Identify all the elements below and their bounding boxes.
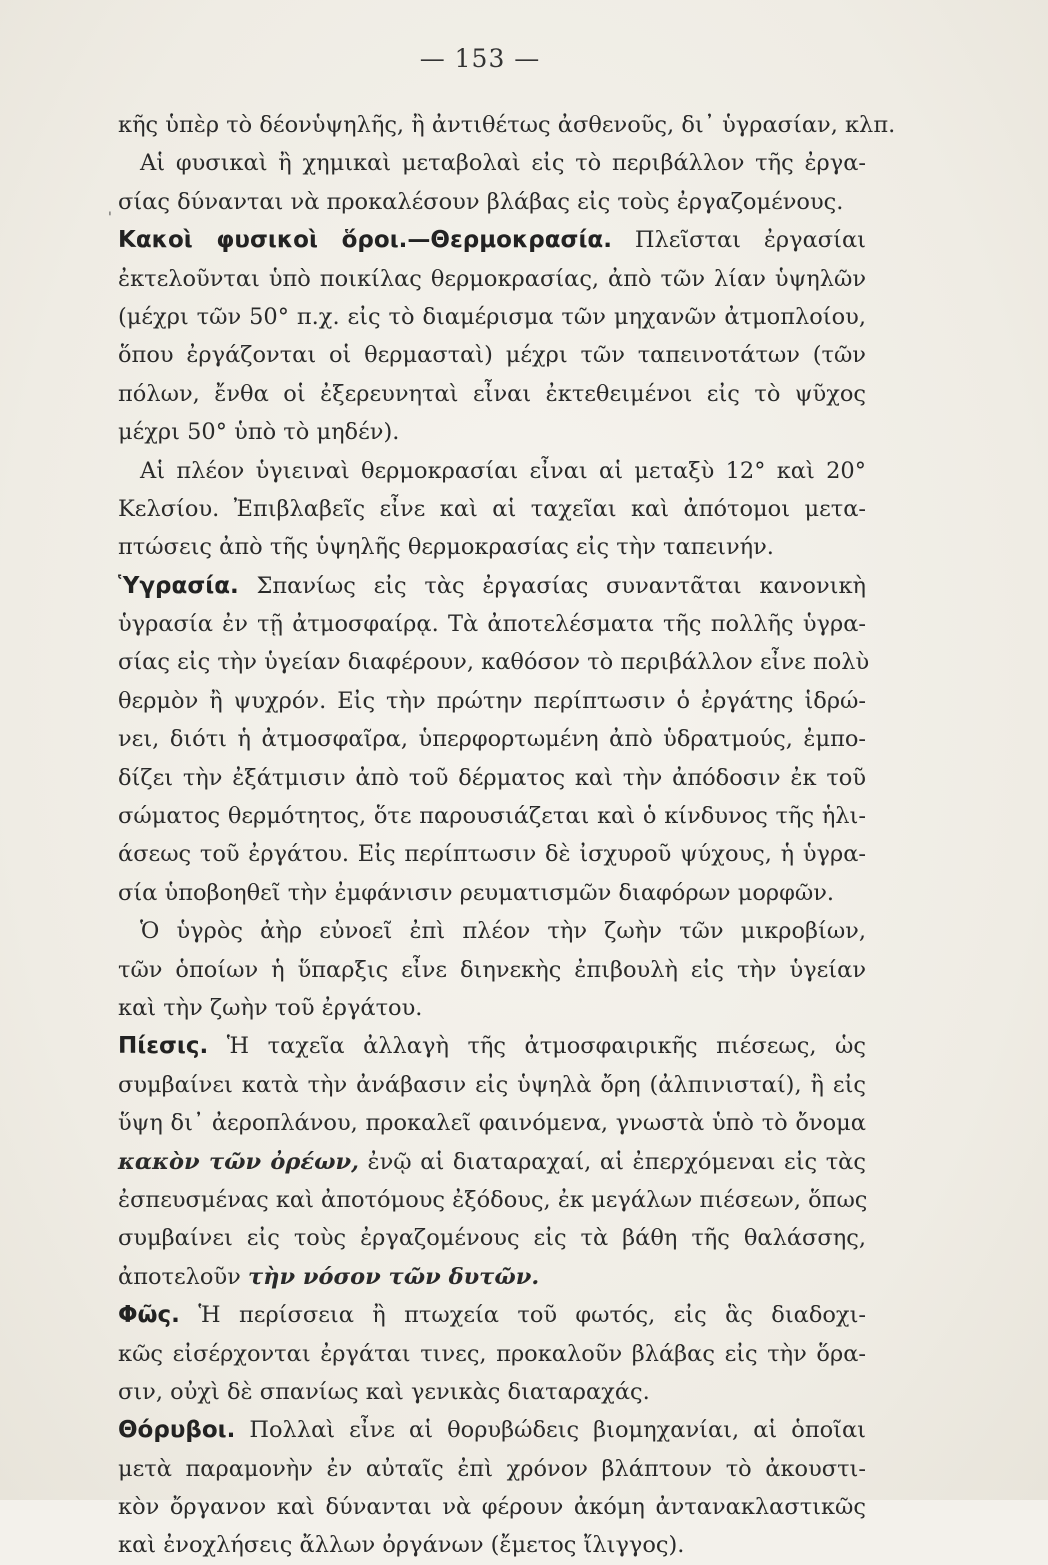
line-text: συμβαίνει κατὰ τὴν ἀνάβασιν εἰς ὑψηλὰ ὄρη (ἀλπινισταί), ἢ εἰς — [118, 1071, 866, 1098]
line-text: Αἱ φυσικαὶ ἢ χημικαὶ μεταβολαὶ εἰς τὸ περιβάλλον τῆς ἐργα- — [140, 150, 866, 177]
section-heading: Πίεσις. — [118, 1033, 209, 1060]
line-text: κῆς ὑπὲρ τὸ δέονὑψηλῆς, ἢ ἀντιθέτως ἀσθενοῦς, δι᾽ ὑγρασίαν, κλπ. — [118, 112, 896, 138]
text-line — [118, 528, 866, 566]
text-line — [118, 759, 866, 797]
text-line — [118, 951, 866, 989]
text-line — [118, 144, 866, 182]
text-line — [118, 106, 896, 144]
text-line — [118, 452, 866, 490]
text-line — [118, 336, 866, 374]
text-line — [118, 1066, 866, 1104]
text-line — [118, 260, 866, 298]
line-text: Κελσίου. Ἐπιβλαβεῖς εἶνε καὶ αἱ ταχεῖαι καὶ ἀπότομοι μετα- — [118, 495, 866, 522]
text-line — [118, 183, 866, 221]
line-text: Ἡ ταχεῖα ἀλλαγὴ τῆς ἀτμοσφαιρικῆς πιέσεως, ὡς — [208, 1033, 866, 1060]
line-text: ἐνῷ αἱ διαταραχαί, αἱ ἐπερχόμεναι εἰς τὰς — [358, 1148, 866, 1175]
line-text: σίας δύνανται νὰ προκαλέσουν βλάβας εἰς τοὺς ἐργαζομένους. — [118, 188, 844, 215]
text-line — [118, 1181, 866, 1219]
line-text: μετὰ παραμονὴν ἐν αὐταῖς ἐπὶ χρόνον βλάπτουν τὸ ἀκουστι- — [118, 1455, 866, 1482]
line-text: πόλων, ἔνθα οἱ ἐξερευνηταὶ εἶναι ἐκτεθειμένοι εἰς τὸ ψῦχος — [118, 380, 866, 407]
text-line — [118, 835, 866, 873]
text-line — [118, 874, 866, 912]
text-line — [118, 567, 866, 605]
line-text: ὕψη δι᾽ ἀεροπλάνου, προκαλεῖ φαινόμενα, γνωστὰ ὑπὸ τὸ ὄνομα — [118, 1110, 866, 1137]
line-text: σιν, οὐχὶ δὲ σπανίως καὶ γενικὰς διαταραχάς. — [118, 1378, 650, 1405]
text-line — [118, 1411, 866, 1449]
line-text: ὅπου ἐργάζονται οἱ θερμασταὶ) μέχρι τῶν ταπεινοτάτων (τῶν — [118, 342, 866, 369]
line-text: Ἡ περίσσεια ἢ πτωχεία τοῦ φωτός, εἰς ἃς διαδοχι- — [179, 1302, 866, 1329]
line-text: ὑγρασία ἐν τῇ ἀτμοσφαίρᾳ. Τὰ ἀποτελέσματα τῆς πολλῆς ὑγρα- — [118, 611, 866, 638]
emphasized-term: τὴν νόσον τῶν δυτῶν. — [247, 1263, 540, 1290]
line-text: καὶ ἐνοχλήσεις ἄλλων ὀργάνων (ἔμετος ἴλιγγος). — [118, 1532, 685, 1559]
line-text: καὶ τὴν ζωὴν τοῦ ἐργάτου. — [118, 994, 423, 1021]
line-text: Πλεῖσται ἐργασίαι — [611, 227, 866, 254]
line-text: ἀποτελοῦν — [118, 1263, 248, 1290]
line-text: Πολλαὶ εἶνε αἱ θορυβώδεις βιομηχανίαι, αἱ ὁποῖαι — [235, 1417, 866, 1444]
text-line — [118, 490, 866, 528]
line-text: Αἱ πλέον ὑγιειναὶ θερμοκρασίαι εἶναι αἱ μεταξὺ 12° καὶ 20° — [140, 457, 866, 484]
line-text: θερμὸν ἢ ψυχρόν. Εἰς τὴν πρώτην περίπτωσιν ὁ ἐργάτης ἱδρώ- — [118, 687, 866, 714]
text-line — [118, 1373, 866, 1411]
body-text — [118, 106, 896, 1565]
text-line — [118, 1219, 866, 1257]
text-line — [118, 1104, 866, 1142]
text-line — [118, 989, 866, 1027]
line-text: τῶν ὁποίων ἡ ὕπαρξις εἶνε διηνεκὴς ἐπιβουλὴ εἰς τὴν ὑγείαν — [118, 956, 866, 983]
line-text: σώματος θερμότητος, ὅτε παρουσιάζεται καὶ ὁ κίνδυνος τῆς ἡλι- — [118, 803, 866, 830]
page-number: — 153 — — [419, 44, 541, 73]
line-text: Σπανίως εἰς τὰς ἐργασίας συναντᾶται κανονικὴ — [238, 572, 866, 599]
text-line — [118, 1296, 866, 1334]
text-line — [118, 643, 870, 681]
text-line — [118, 605, 866, 643]
line-text: μέχρι 50° ὑπὸ τὸ μηδέν). — [118, 419, 400, 446]
line-text: δίζει τὴν ἐξάτμισιν ἀπὸ τοῦ δέρματος καὶ τὴν ἀπόδοσιν ἐκ τοῦ — [118, 764, 866, 791]
text-line — [118, 298, 866, 336]
line-text: σία ὑποβοηθεῖ τὴν ἐμφάνισιν ρευματισμῶν διαφόρων μορφῶν. — [118, 879, 835, 906]
section-heading: Θόρυβοι. — [118, 1417, 236, 1444]
text-line — [118, 1450, 866, 1488]
line-text: συμβαίνει εἰς τοὺς ἐργαζομένους εἰς τὰ βάθη τῆς θαλάσσης, — [118, 1225, 866, 1252]
text-line — [118, 720, 866, 758]
line-text: σίας εἰς τὴν ὑγείαν διαφέρουν, καθόσον τὸ περιβάλλον εἶνε πολὺ — [118, 649, 870, 676]
line-text: ἐκτελοῦνται ὑπὸ ποικίλας θερμοκρασίας, ἀπὸ τῶν λίαν ὑψηλῶν — [118, 265, 866, 292]
text-line — [118, 375, 866, 413]
text-line — [118, 797, 866, 835]
text-line — [118, 1526, 866, 1564]
text-line — [118, 682, 866, 720]
text-line — [118, 413, 866, 451]
line-text: άσεως τοῦ ἐργάτου. Εἰς περίπτωσιν δὲ ἰσχυροῦ ψύχους, ἡ ὑγρα- — [118, 841, 866, 868]
text-line — [118, 1335, 866, 1373]
paragraph-mark: ' — [108, 210, 112, 226]
line-text: κὸν ὄργανον καὶ δύνανται νὰ φέρουν ἀκόμη ἀντανακλαστικῶς — [118, 1494, 866, 1521]
line-text: κῶς εἰσέρχονται ἐργάται τινες, προκαλοῦν βλάβας εἰς τὴν ὅρα- — [118, 1340, 866, 1367]
line-text: (μέχρι τῶν 50° π.χ. εἰς τὸ διαμέρισμα τῶν μηχανῶν ἀτμοπλοίου, — [118, 303, 866, 330]
section-heading: Ὑγρασία. — [118, 572, 239, 599]
line-text: πτώσεις ἀπὸ τῆς ὑψηλῆς θερμοκρασίας εἰς τὴν ταπεινήν. — [118, 534, 774, 561]
text-line — [118, 1488, 866, 1526]
line-text: νει, διότι ἡ ἀτμοσφαῖρα, ὑπερφορτωμένη ἀπὸ ὑδρατμούς, ἐμπο- — [118, 726, 866, 753]
text-line — [118, 1027, 866, 1065]
line-text: Ὁ ὑγρὸς ἀὴρ εὐνοεῖ ἐπὶ πλέον τὴν ζωὴν τῶν μικροβίων, — [140, 918, 866, 945]
text-line — [118, 221, 866, 259]
section-heading: Κακοὶ φυσικοὶ ὅροι.—Θερμοκρασία. — [118, 227, 612, 254]
section-heading: Φῶς. — [118, 1302, 180, 1329]
text-line — [118, 1258, 866, 1296]
text-line — [118, 1143, 866, 1181]
text-line — [118, 912, 866, 950]
emphasized-term: κακὸν τῶν ὀρέων, — [118, 1148, 359, 1175]
line-text: ἐσπευσμένας καὶ ἀποτόμους ἐξόδους, ἐκ μεγάλων πιέσεων, ὅπως — [118, 1186, 868, 1213]
